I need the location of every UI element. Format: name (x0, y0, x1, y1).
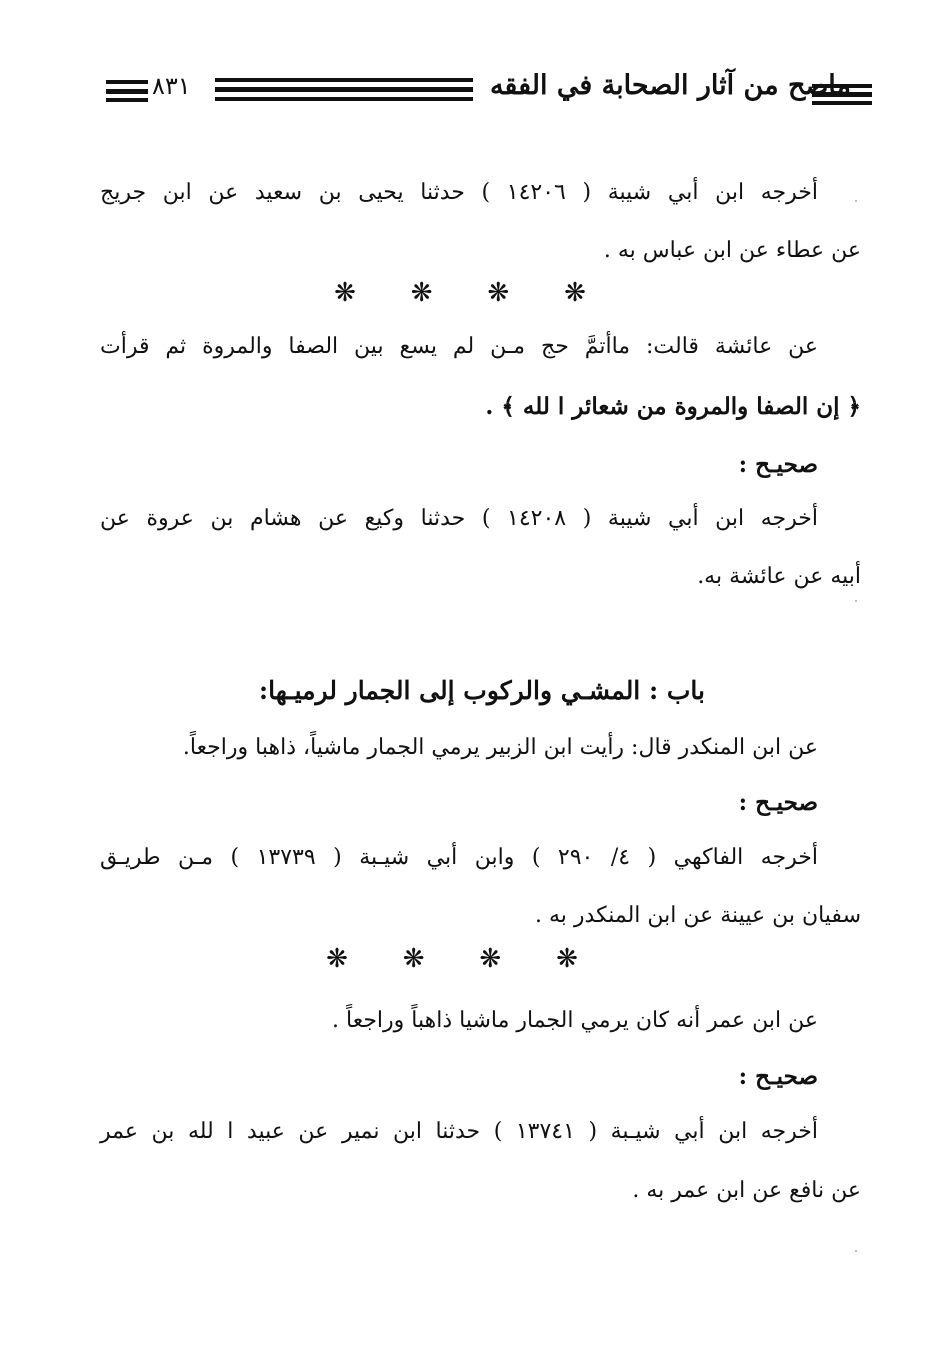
text-line: عن ابن المنكدر قال: رأيت ابن الزبير يرمي الجمار ماشياً، ذاهبا وراجعاً. (182, 735, 818, 760)
quran-quote: ﴿ إن الصفا والمروة من شعائر ا لله ﴾ . (485, 393, 861, 420)
text-line: عن عائشة قالت: ماأتمَّ حج مـن لم يسع بين الصفا والمروة ثم قرأت (100, 334, 818, 359)
header-rule-middle-mid (215, 87, 473, 92)
margin-speck (855, 200, 857, 202)
text-line: سفيان بن عيينة عن ابن المنكدر به . (535, 903, 861, 928)
header-rule-middle-top (215, 78, 473, 82)
margin-speck (855, 600, 857, 602)
star-separator (322, 946, 582, 972)
text-line: عن عطاء عن ابن عباس به . (603, 238, 861, 263)
star-ornament-icon: ❋ (487, 278, 510, 308)
text-line: عن ابن عمر أنه كان يرمي الجمار ماشيا ذاهباً وراجعاً . (332, 1008, 818, 1033)
star-ornament-icon: ❋ (326, 944, 348, 974)
margin-speck (855, 1250, 857, 1252)
header-rule-left-mid (106, 89, 148, 94)
grading-label: صحيـح : (738, 451, 818, 478)
running-title: ماصح من آثار الصحابة في الفقه (489, 70, 851, 101)
header-rule-left-top (106, 80, 148, 84)
star-separator (330, 280, 590, 306)
star-ornament-icon: ❋ (410, 278, 433, 308)
star-ornament-icon: ❋ (556, 944, 578, 974)
text-line: أبيه عن عائشة به. (697, 564, 861, 589)
star-ornament-icon: ❋ (564, 278, 586, 308)
text-line: عن نافع عن ابن عمر به . (632, 1178, 861, 1203)
text-line: أخرجه ابن أبي شيـبة ( ١٣٧٤١ ) حدثنا ابن نمير عن عبيد ا لله بن عمر (100, 1119, 818, 1144)
chapter-heading: باب : المشـي والركوب إلى الجمار لرميـها: (258, 676, 705, 705)
grading-label: صحيـح : (738, 789, 818, 816)
text-line: أخرجه ابن أبي شيبة ( ١٤٢٠٦ ) حدثنا يحيى بن سعيد عن ابن جريج (100, 180, 818, 205)
text-line: أخرجه الفاكهي ( ٤/ ٢٩٠ ) وابن أبي شيـبة ( ١٣٧٣٩ ) مـن طريـق (100, 845, 819, 870)
header-rule-right-bottom (812, 101, 872, 105)
star-ornament-icon: ❋ (334, 278, 356, 308)
text-line: أخرجه ابن أبي شيبة ( ١٤٢٠٨ ) حدثنا وكيع عن هشام بن عروة عن (100, 506, 819, 531)
grading-label: صحيـح : (738, 1063, 818, 1090)
header-rule-middle-bottom (215, 97, 473, 101)
star-ornament-icon: ❋ (402, 944, 425, 974)
page-number: ٨٣١ (152, 72, 191, 100)
header-rule-left-bottom (106, 98, 148, 102)
star-ornament-icon: ❋ (479, 944, 502, 974)
